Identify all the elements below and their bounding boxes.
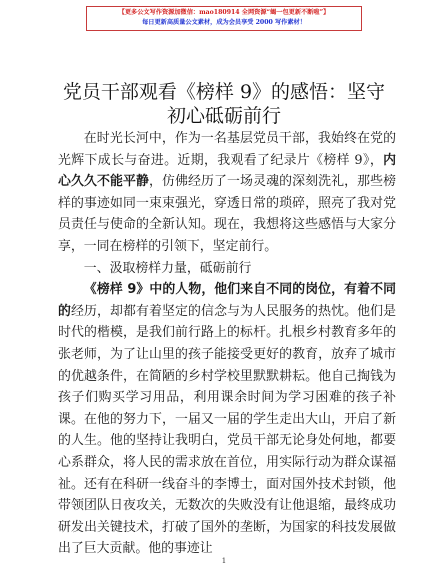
paragraph-role-models (58, 279, 396, 560)
paragraph-intro (58, 128, 396, 258)
page-number: 1 (221, 557, 227, 565)
promo-banner-line-2: 每日更新高质量公文素材，成为会员享受 2000 写作素材！ (142, 19, 306, 26)
promo-banner (86, 6, 362, 31)
document-body (58, 128, 396, 560)
section-heading-1: 一、汲取榜样力量，砥砺前行 (83, 260, 252, 276)
paragraph-role-models-lead: 《榜样 9》中的人物，他们来自不同的岗位，有着不同的 (58, 282, 396, 319)
paragraph-intro-emphasis: 内心久久不能平静 (58, 152, 396, 190)
promo-banner-line-1: 【更多公文写作资源加微信：mao180914 全网资源“蝎一包更新不断啦”】 (118, 9, 330, 16)
paragraph-intro-text-c: ，仿佛经历了一场灵魂的深刻洗礼，那些榜样的事迹如同一束束强光，穿透日常的琐碎，照亮了我对党员责任与使命的全新认知。现在，我想将这些感悟与大家分享，一同在榜样的引领下，坚定前行。 (58, 174, 396, 254)
paragraph-intro-text-a: 在时光长河中，作为一名基层党员干部，我始终在党的光辉下成长与奋进。近期，我观看了纪录片《榜样 9》， (58, 131, 396, 168)
paragraph-role-models-text: 经历，却都有着坚定的信念与为人民服务的热忱。他们是时代的楷模，是我们前行路上的标杆。扎根乡村教育多年的张老师，为了让山里的孩子能接受更好的教育，放弃了城市的优越条件，在简陋的乡村学校里默默耕耘。他自己掏钱为孩子们购买学习用品，利用课余时间为学习困难的孩子补课。在他的努力下，一届又一届的学生走出大山，开启了新的人生。他的坚持让我明白，党员干部无论身处何地，都要心系群众，将人民的需求放在首位，用实际行动为群众谋福祉。还有在科研一线奋斗的李博士，面对国外技术封锁，他带领团队日夜攻关，无数次的失败没有让他退缩，最终成功研发出关键技术，打破了国外的垄断，为国家的科技发展做出了巨大贡献。他的事迹让 (58, 303, 397, 557)
document-title: 党员干部观看《榜样 9》的感悟：坚守初心砥砺前行 (62, 81, 386, 127)
